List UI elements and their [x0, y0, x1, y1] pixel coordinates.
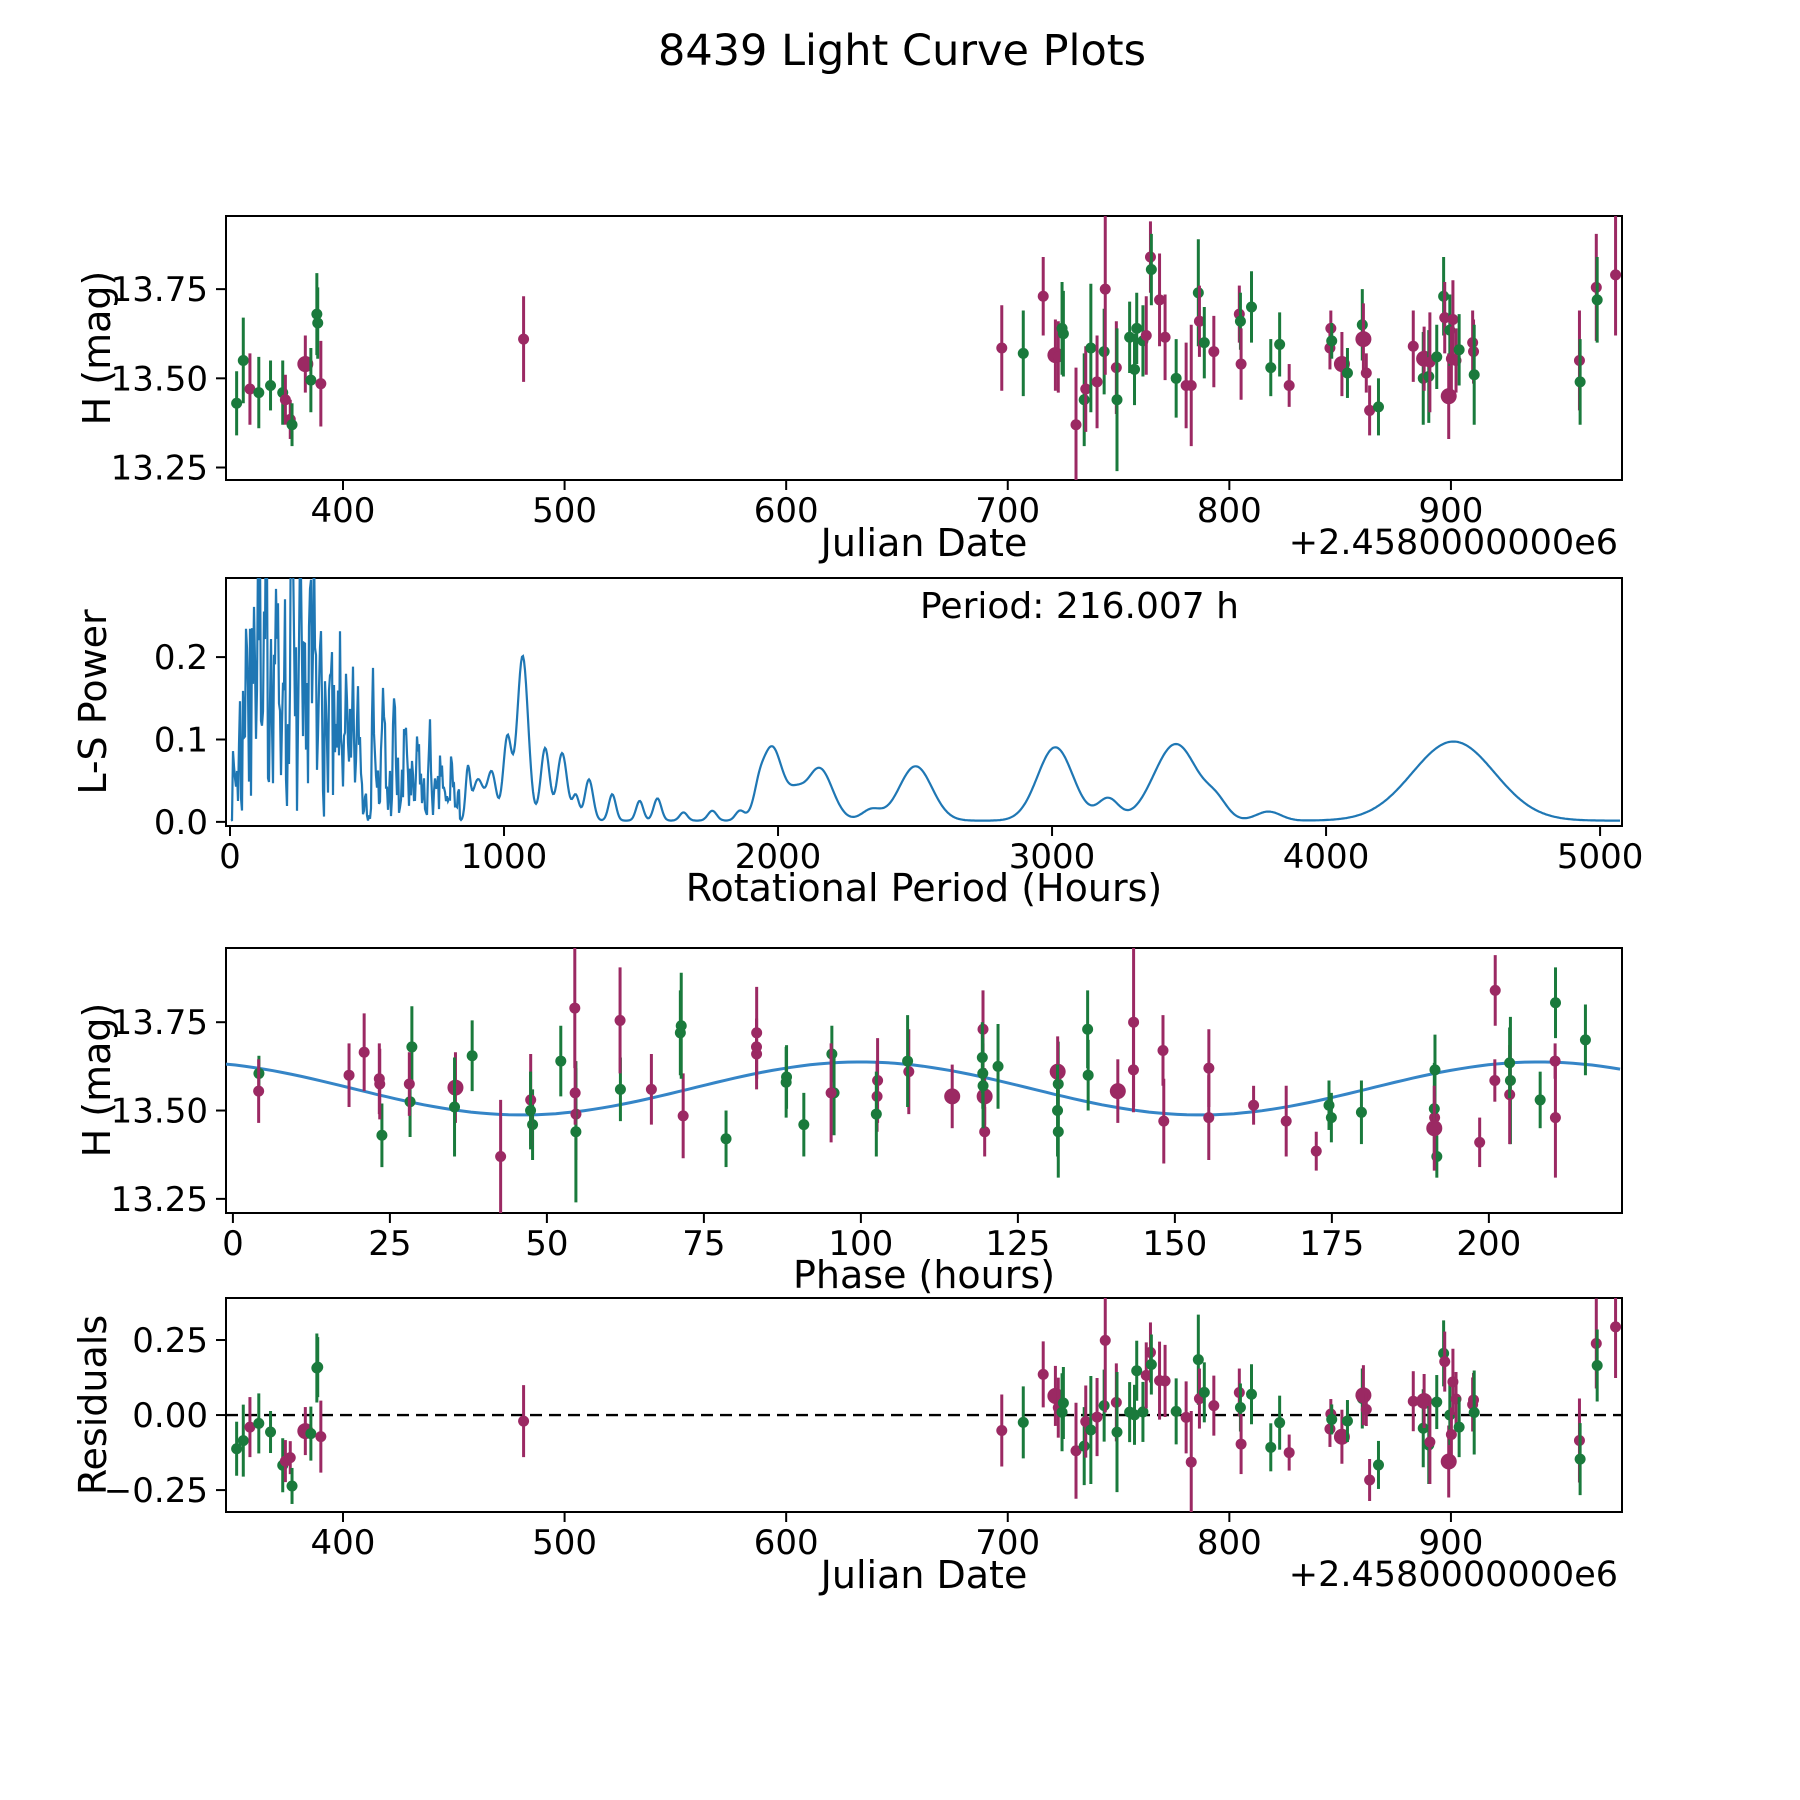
ax1-ylabel: H (mag) [75, 270, 119, 426]
svg-text:0.1: 0.1 [153, 720, 208, 761]
svg-text:0: 0 [222, 1224, 244, 1264]
svg-text:500: 500 [532, 1523, 598, 1563]
svg-text:0.0: 0.0 [153, 802, 208, 843]
svg-text:800: 800 [1196, 1523, 1262, 1563]
svg-text:0.2: 0.2 [153, 638, 208, 679]
svg-text:0.00: 0.00 [132, 1396, 208, 1437]
svg-text:13.50: 13.50 [110, 1091, 208, 1132]
svg-text:0: 0 [219, 837, 241, 877]
svg-text:13.25: 13.25 [110, 448, 208, 489]
svg-text:5000: 5000 [1556, 837, 1644, 877]
svg-text:150: 150 [1142, 1224, 1208, 1264]
svg-text:900: 900 [1418, 491, 1484, 531]
svg-text:50: 50 [525, 1224, 569, 1264]
svg-text:700: 700 [975, 491, 1041, 531]
svg-text:400: 400 [310, 491, 376, 531]
svg-text:600: 600 [753, 1523, 819, 1563]
period-annotation: Period: 216.007 h [920, 586, 1239, 627]
svg-text:13.25: 13.25 [110, 1179, 208, 1220]
svg-text:13.75: 13.75 [110, 270, 208, 311]
ax4-ylabel: Residuals [71, 1314, 115, 1496]
axes-1 [111, 216, 1622, 531]
ax2-ylabel: L-S Power [71, 609, 115, 795]
svg-text:13.75: 13.75 [110, 1003, 208, 1044]
ax4-xlabel: Julian Date [820, 1553, 1028, 1597]
svg-text:800: 800 [1196, 491, 1262, 531]
svg-text:400: 400 [310, 1523, 376, 1563]
axes-3 [111, 948, 1622, 1264]
svg-text:1000: 1000 [460, 837, 548, 877]
svg-text:−0.25: −0.25 [103, 1471, 208, 1512]
scatter-phase_mag [253, 937, 1591, 1213]
svg-text:900: 900 [1418, 1523, 1484, 1563]
svg-text:13.50: 13.50 [110, 359, 208, 400]
svg-text:500: 500 [532, 491, 598, 531]
ax3-ylabel: H (mag) [75, 1002, 119, 1158]
svg-text:2000: 2000 [734, 837, 822, 877]
svg-text:100: 100 [828, 1224, 894, 1264]
svg-text:75: 75 [682, 1224, 726, 1264]
svg-text:600: 600 [753, 491, 819, 531]
phase-fit-curve [226, 1062, 1620, 1115]
svg-text:3000: 3000 [1008, 837, 1096, 877]
ax4-x-offset-text: +2.4580000000e6 [1288, 1555, 1618, 1595]
svg-text:200: 200 [1456, 1224, 1522, 1264]
svg-text:0.25: 0.25 [132, 1321, 208, 1362]
scatter-residuals [231, 1268, 1621, 1513]
svg-text:125: 125 [985, 1224, 1051, 1264]
ax3-xlabel: Phase (hours) [792, 1253, 1056, 1297]
axes-4 [104, 1298, 1622, 1563]
scatter-jd_mag [231, 204, 1621, 482]
svg-text:700: 700 [975, 1523, 1041, 1563]
ax1-x-offset-text: +2.4580000000e6 [1288, 523, 1618, 563]
svg-text:4000: 4000 [1282, 837, 1370, 877]
svg-text:175: 175 [1299, 1224, 1365, 1264]
figure-title: 8439 Light Curve Plots [657, 26, 1147, 76]
svg-text:25: 25 [368, 1224, 412, 1264]
ax1-xlabel: Julian Date [820, 521, 1028, 565]
ax2-xlabel: Rotational Period (Hours) [685, 866, 1163, 910]
